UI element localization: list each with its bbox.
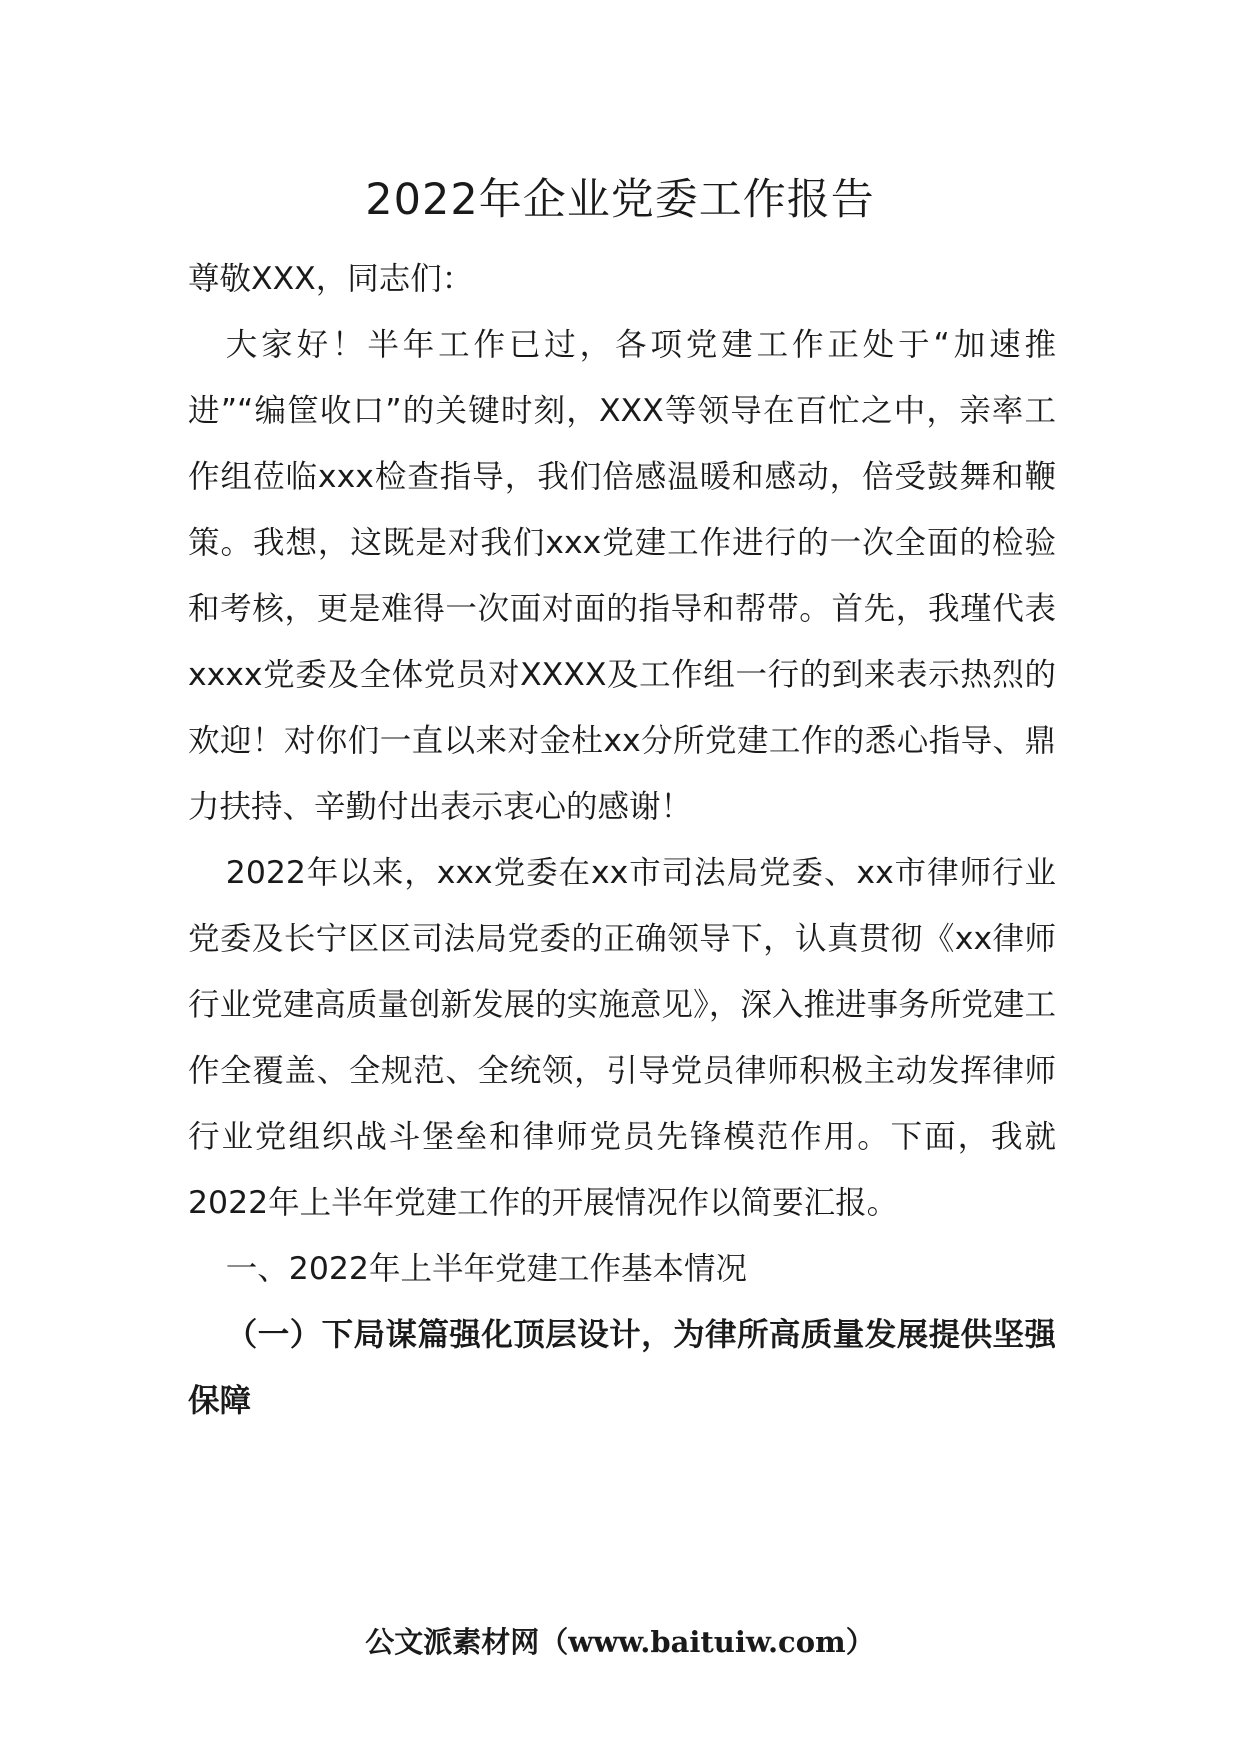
document-title: 2022年企业党委工作报告 [365, 175, 875, 225]
salutation: 尊敬XXX，同志们： [188, 261, 474, 297]
paragraph-greeting: 大家好！半年工作已过，各项党建工作正处于“加速推进”“编筐收口”的关键时刻，XXX等领导在百忙之中，亲率工作组莅临xxx检查指导，我们倍感温暖和感动，倍受鼓舞和鞭策。我想，这既是对我们xxx党建工作进行的一次全面的检验和考核，更是难得一次面对面的指导和帮带。首先，我瑾代表xxxx党委及全体党员对XXXX及工作组一行的到来表示热烈的欢迎！对你们一直以来对金杜xx分所党建工作的悉心指导、鼎力扶持、辛勤付出表示衷心的感谢！ [188, 327, 1056, 825]
document-body [188, 246, 1056, 1434]
footer-source: 公文派素材网（www.baituiw.com） [365, 1625, 875, 1659]
section-heading: 一、2022年上半年党建工作基本情况 [225, 1251, 747, 1287]
paragraph-overview: 2022年以来，xxx党委在xx市司法局党委、xx市律师行业党委及长宁区区司法局党委的正确领导下，认真贯彻《xx律师行业党建高质量创新发展的实施意见》，深入推进事务所党建工作全覆盖、全规范、全统领，引导党员律师积极主动发挥律师行业党组织战斗堡垒和律师党员先锋模范作用。下面，我就2022年上半年党建工作的开展情况作以简要汇报。 [188, 855, 1056, 1221]
subsection-heading: （一）下局谋篇强化顶层设计，为律所高质量发展提供坚强保障 [188, 1317, 1056, 1419]
